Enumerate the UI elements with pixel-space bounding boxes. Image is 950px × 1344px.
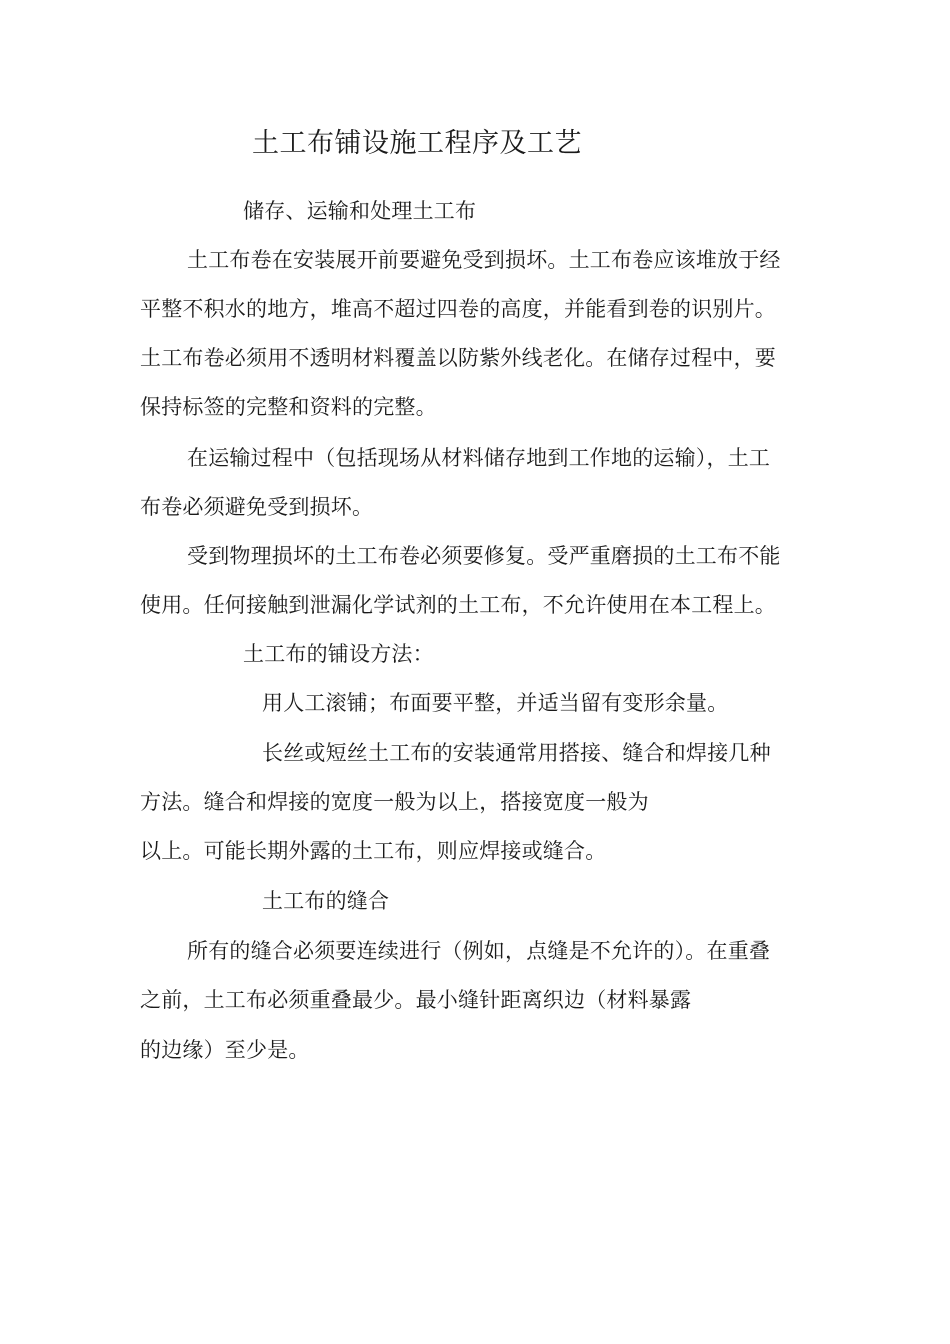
- section-heading-laying: 土工布的铺设方法：: [243, 642, 434, 666]
- section-heading-storage: 储存、运输和处理土工布: [243, 199, 477, 223]
- paragraph-line: 平整不积水的地方，堆高不超过四卷的高度，并能看到卷的识别片。: [140, 297, 776, 321]
- paragraph-line: 保持标签的完整和资料的完整。: [140, 395, 437, 419]
- paragraph-line: 用人工滚铺；布面要平整，并适当留有变形余量。: [262, 691, 729, 715]
- paragraph-line: 以上。可能长期外露的土工布，则应焊接或缝合。: [140, 839, 607, 863]
- paragraph-line: 之前，土工布必须重叠最少。最小缝针距离织边（材料暴露: [140, 988, 692, 1012]
- paragraph-line: 受到物理损坏的土工布卷必须要修复。受严重磨损的土工布不能: [187, 544, 781, 568]
- paragraph-line: 所有的缝合必须要连续进行（例如，点缝是不允许的）。在重叠: [187, 939, 771, 963]
- paragraph-line: 方法。缝合和焊接的宽度一般为以上，搭接宽度一般为: [140, 790, 649, 814]
- paragraph-line: 在运输过程中（包括现场从材料储存地到工作地的运输），土工: [187, 446, 771, 470]
- paragraph-line: 的边缘）至少是。: [140, 1038, 310, 1062]
- paragraph-line: 布卷必须避免受到损坏。: [140, 495, 374, 519]
- paragraph-line: 使用。任何接触到泄漏化学试剂的土工布，不允许使用在本工程上。: [140, 593, 776, 617]
- paragraph-line: 土工布卷必须用不透明材料覆盖以防紫外线老化。在储存过程中，要: [140, 346, 776, 370]
- paragraph-line: 长丝或短丝土工布的安装通常用搭接、缝合和焊接几种: [262, 741, 771, 765]
- section-heading-seam: 土工布的缝合: [262, 889, 390, 913]
- paragraph-line: 土工布卷在安装展开前要避免受到损坏。土工布卷应该堆放于经: [187, 248, 781, 272]
- document-title: 土工布铺设施工程序及工艺: [252, 128, 582, 159]
